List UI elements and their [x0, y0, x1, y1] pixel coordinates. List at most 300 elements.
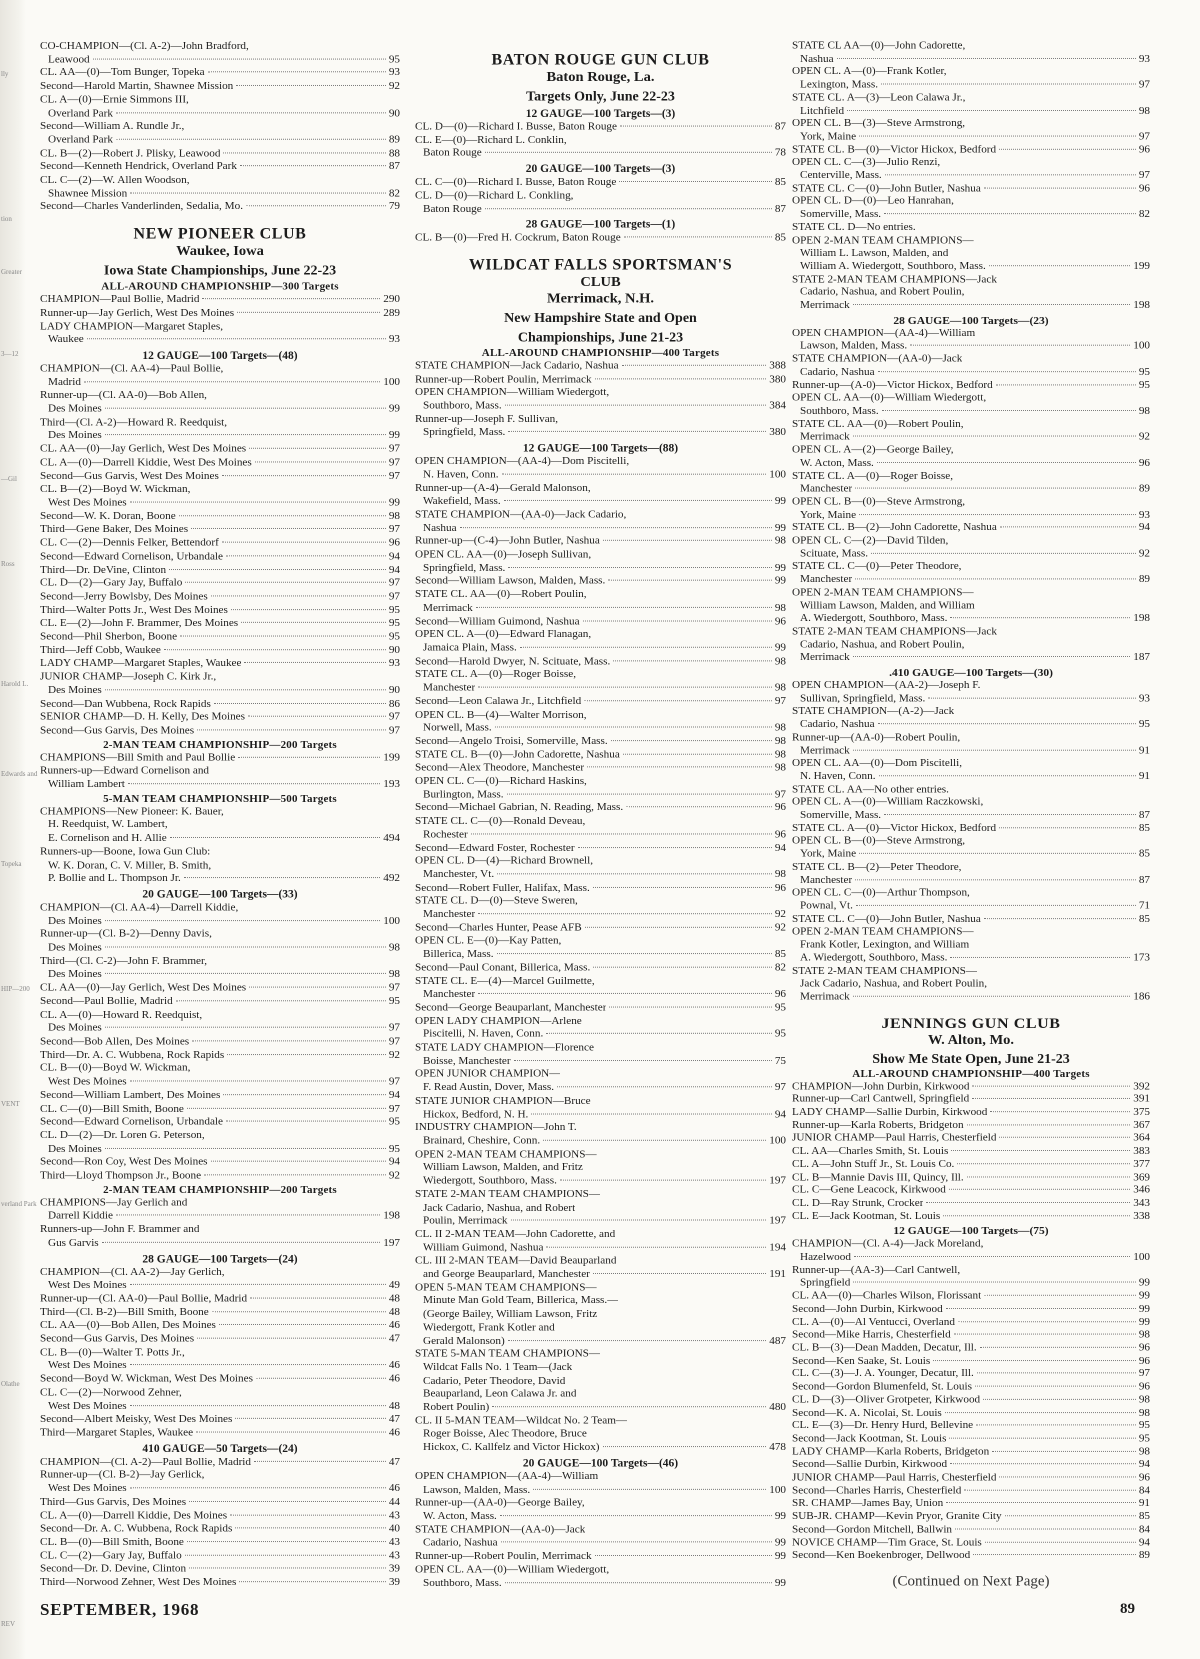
score: 96 [1138, 143, 1150, 156]
result-line [40, 901, 400, 914]
result-line [792, 561, 1150, 574]
result-line [792, 379, 1150, 392]
dot-leader [176, 1000, 386, 1001]
result-text: Runner-up—Karla Roberts, Bridgeton [792, 1119, 964, 1131]
result-line [415, 735, 786, 748]
result-line [415, 426, 786, 439]
result-text: Runner-up—(AA-3)—Carl Cantwell, [792, 1264, 961, 1276]
dot-leader [478, 687, 772, 688]
result-text: Second—Edward Foster, Rochester [415, 841, 575, 854]
result-line [792, 652, 1150, 665]
result-text: Second—Phil Sherbon, Boone [40, 630, 178, 643]
result-line [415, 1470, 786, 1483]
score: 100 [383, 376, 400, 388]
result-line [40, 456, 400, 469]
facing-page-fragment: Ross [1, 560, 15, 568]
championship-heading: ALL-AROUND CHAMPIONSHIP—400 Targets [852, 1068, 1090, 1080]
dot-leader [184, 877, 380, 878]
result-text: Jamaica Plain, Mass. [423, 641, 517, 654]
dot-leader [231, 609, 386, 610]
result-text: Southboro, Mass. [800, 405, 879, 417]
result-text: OPEN LADY CHAMPION—Arlene [415, 1014, 582, 1027]
dot-leader [185, 1554, 386, 1555]
result-line [415, 469, 786, 482]
dot-leader [853, 656, 1131, 657]
result-line [415, 1415, 786, 1428]
result-text: OPEN CL. B—(4)—Walter Morrison, [415, 708, 587, 721]
result-text: CL. A—(0)—Darrell Kiddie, West Des Moines [40, 456, 252, 469]
result-text: Second—Sallie Durbin, Kirkwood [792, 1458, 948, 1471]
score: 95 [388, 603, 400, 616]
score: 46 [388, 1359, 400, 1372]
result-text: CL. AA—(0)—Tom Bunger, Topeka [40, 66, 205, 79]
dot-leader [879, 775, 1136, 776]
score: 97 [388, 523, 400, 536]
result-line [40, 550, 400, 563]
result-text: Jack Cadario, Nashua, and Robert [423, 1201, 576, 1214]
result-line [40, 201, 400, 214]
score: 98 [774, 761, 786, 774]
result-text: CL. AA—(0)—Jay Gerlich, West Des Moines [40, 981, 247, 994]
score: 96 [1138, 1471, 1150, 1484]
result-line [415, 134, 786, 147]
dot-leader [946, 1308, 1136, 1309]
dot-leader [626, 807, 772, 808]
result-text: OPEN CL. A—(2)—George Bailey, [792, 444, 954, 456]
result-text: Pownal, Vt. [800, 900, 853, 912]
result-line [792, 1459, 1150, 1472]
result-text: CL. AA—(0)—Bob Allen, Des Moines [40, 1319, 216, 1332]
result-line [792, 1446, 1150, 1459]
result-line [792, 1433, 1150, 1446]
result-line [792, 79, 1150, 92]
result-line [792, 1119, 1150, 1132]
binding-gutter [0, 0, 38, 1659]
result-line [792, 600, 1150, 613]
result-line [792, 1537, 1150, 1550]
result-line [792, 273, 1150, 286]
score: 71 [1138, 900, 1150, 912]
gauge-heading: 20 GAUGE—100 Targets—(46) [522, 1457, 679, 1470]
result-text: Hickox, Bedford, N. H. [423, 1108, 529, 1120]
dot-leader [495, 727, 772, 728]
result-line [415, 1175, 786, 1188]
result-line [792, 209, 1150, 222]
result-line [40, 80, 400, 93]
result-line [792, 822, 1150, 835]
score: 198 [1133, 299, 1150, 311]
result-text: Baton Rouge [423, 202, 482, 215]
result-line [792, 235, 1150, 248]
score: 47 [388, 1455, 400, 1468]
result-text: CL. D—(0)—Richard I. Busse, Baton Rouge [415, 120, 617, 133]
result-text: CO-CHAMPION—(Cl. A-2)—John Bradford, [40, 40, 249, 52]
result-line [40, 577, 400, 590]
dot-leader [236, 85, 386, 86]
dot-leader [945, 1412, 1136, 1413]
result-line [40, 684, 400, 697]
result-line [415, 549, 786, 562]
dot-leader [560, 1180, 766, 1181]
result-text: Boisse, Manchester [423, 1054, 511, 1067]
result-line [40, 1009, 400, 1022]
score: 99 [1138, 1277, 1150, 1289]
dot-leader [235, 1418, 385, 1419]
dot-leader [105, 920, 380, 921]
dot-leader [853, 996, 1131, 997]
result-line [792, 431, 1150, 444]
result-line [415, 908, 786, 921]
dot-leader [992, 1451, 1136, 1452]
result-line [792, 587, 1150, 600]
result-text: JUNIOR CHAMP—Paul Harris, Chesterfield [792, 1471, 997, 1484]
result-line [40, 1523, 400, 1536]
result-line [415, 762, 786, 775]
dot-leader [244, 662, 385, 663]
result-line [415, 842, 786, 855]
score: 47 [388, 1332, 400, 1345]
dot-leader [130, 192, 386, 193]
result-line [415, 1202, 786, 1215]
score: 197 [769, 1174, 786, 1187]
result-text: Runners-up—Edward Cornelison and [40, 764, 210, 777]
result-line [40, 872, 400, 885]
dot-leader [105, 947, 386, 948]
score: 100 [769, 468, 786, 481]
result-text: LADY CHAMP—Sallie Durbin, Kirkwood [792, 1106, 988, 1118]
result-line [792, 222, 1150, 235]
result-line [792, 522, 1150, 535]
dot-leader [976, 1425, 1136, 1426]
result-line [40, 403, 400, 416]
result-line [792, 626, 1150, 639]
result-line [415, 642, 786, 655]
result-text: OPEN 2-MAN TEAM CHAMPIONS— [792, 926, 974, 938]
result-text: CL. B—(2)—Robert J. Plisky, Leawood [40, 147, 221, 159]
score: 88 [388, 147, 400, 159]
dot-leader [543, 1140, 766, 1141]
result-text: OPEN CL. A—(0)—Frank Kotler, [792, 65, 947, 78]
result-line [792, 1511, 1150, 1524]
result-text: OPEN CL. C—(0)—Arthur Thompson, [792, 887, 970, 899]
result-line [415, 1577, 786, 1590]
result-text: STATE LADY CHAMPION—Florence [415, 1041, 594, 1054]
result-line [40, 174, 400, 187]
score: 95 [1138, 718, 1150, 731]
result-line [40, 1386, 400, 1399]
result-text: Springfield, Mass. [423, 426, 506, 439]
result-text: OPEN 2-MAN TEAM CHAMPIONS— [792, 234, 974, 246]
result-text: William L. Lawson, Malden, and [800, 247, 949, 259]
result-line [415, 655, 786, 668]
result-text: Second—Dan Wubbena, Rock Rapids [40, 697, 211, 710]
event-title: Championships, June 21-23 [517, 330, 684, 346]
result-line [40, 376, 400, 389]
dot-leader [933, 1360, 1136, 1361]
result-line [40, 470, 400, 483]
result-text: Des Moines [48, 941, 102, 954]
facing-page-fragment: tion [1, 215, 12, 223]
result-line [40, 631, 400, 644]
score: 98 [1138, 405, 1150, 417]
result-text: STATE CHAMPION—(AA-0)—Jack [792, 353, 963, 365]
result-line [415, 147, 786, 160]
result-text: Nashua [423, 521, 457, 534]
club-name: NEW PIONEER CLUB [133, 225, 307, 243]
score: 187 [1133, 651, 1150, 663]
dot-leader [950, 617, 1130, 618]
result-line [40, 1576, 400, 1589]
gauge-heading: 12 GAUGE—100 Targets—(88) [522, 442, 679, 455]
result-line [415, 1108, 786, 1121]
result-text: STATE CL. A—(0)—Roger Boisse, [792, 470, 954, 482]
result-text: William Lawson, Malden, and William [800, 599, 975, 612]
result-line [40, 1319, 400, 1332]
column-right [792, 40, 1150, 1590]
result-line [40, 1143, 400, 1156]
result-text: CL. C—(2)—Norwood Zehner, [40, 1386, 182, 1399]
result-text: William A. Wiedergott, Southboro, Mass. [800, 260, 986, 272]
result-line [792, 706, 1150, 719]
result-line [40, 617, 400, 630]
score: 97 [1138, 130, 1150, 143]
score: 82 [388, 187, 400, 200]
score: 40 [388, 1522, 400, 1535]
result-text: Merrimack [800, 744, 850, 756]
result-text: CL. II 5-MAN TEAM—Wildcat No. 2 Team— [415, 1414, 628, 1427]
score: 85 [774, 231, 786, 244]
continued-note: (Continued on Next Page) [892, 1573, 1050, 1590]
dot-leader [595, 1555, 772, 1556]
result-text: Second—Edward Cornelison, Urbandale [40, 550, 223, 562]
dot-leader [583, 620, 772, 621]
result-text: Second—Leon Calawa Jr., Litchfield [415, 695, 582, 707]
score: 84 [1138, 1484, 1150, 1497]
result-text: NOVICE CHAMP—Tim Grace, St. Louis [792, 1536, 982, 1548]
result-text: Baton Rouge [423, 147, 482, 160]
result-line [40, 1536, 400, 1549]
result-text: Gerald Malonson) [423, 1334, 505, 1347]
result-text: Manchester [800, 573, 853, 586]
result-text: Cadario, Nashua, and Robert Poulin, [800, 286, 965, 298]
result-text: CL. E—Jack Kootman, St. Louis [792, 1210, 941, 1222]
dot-leader [511, 1220, 767, 1221]
score: 43 [388, 1509, 400, 1522]
dot-leader [169, 569, 386, 570]
score: 193 [383, 778, 400, 791]
dot-leader [967, 1176, 1131, 1177]
result-text: Runner-up—(Cl. AA-0)—Bob Allen, [40, 389, 207, 402]
result-line [40, 1509, 400, 1522]
result-line [40, 1076, 400, 1089]
score: 198 [383, 1209, 400, 1222]
result-line [792, 1238, 1150, 1251]
result-line [40, 307, 400, 320]
result-text: CL. III 2-MAN TEAM—David Beauparland [415, 1254, 617, 1267]
dot-leader [984, 918, 1136, 919]
result-line [40, 819, 400, 832]
dot-leader [105, 689, 386, 690]
score: 95 [388, 1142, 400, 1155]
facing-page-fragment: 3—12 [1, 350, 19, 358]
result-line [792, 693, 1150, 706]
score: 99 [388, 402, 400, 415]
result-line [792, 40, 1150, 53]
score: 92 [1138, 431, 1150, 443]
result-text: Second—Gus Garvis, Des Moines [40, 724, 195, 737]
result-text: CHAMPION—John Durbin, Kirkwood [792, 1080, 970, 1092]
score: 94 [388, 550, 400, 562]
dot-leader [949, 1189, 1130, 1190]
result-line [40, 94, 400, 107]
result-line [792, 327, 1150, 340]
result-text: Second—Kenneth Hendrick, Overland Park [40, 160, 237, 173]
result-text: OPEN CL. AA—(0)—William Wiedergott, [415, 1563, 610, 1576]
result-text: Second—William Lambert, Des Moines [40, 1089, 221, 1101]
result-line [40, 1360, 400, 1373]
result-line [40, 590, 400, 603]
page-number: 89 [1120, 1601, 1135, 1617]
result-text: Third—Walter Potts Jr., West Des Moines [40, 603, 228, 616]
score: 99 [388, 429, 400, 442]
score: 43 [388, 1549, 400, 1562]
result-text: CL. A—(0)—Howard R. Reedquist, [40, 1008, 203, 1021]
dot-leader [130, 1081, 386, 1082]
result-text: Second—Ken Saake, St. Louis [792, 1355, 931, 1367]
score: 94 [774, 841, 786, 854]
result-line [415, 1162, 786, 1175]
score: 96 [1138, 182, 1150, 194]
dot-leader [973, 1554, 1136, 1555]
result-text: Cadario, Nashua [423, 1536, 498, 1549]
score: 98 [774, 735, 786, 747]
dot-leader [943, 1215, 1130, 1216]
result-text: Gus Garvis [48, 1236, 99, 1249]
result-text: Overland Park [48, 107, 113, 119]
result-text: Poulin, Merrimack [423, 1214, 508, 1227]
result-text: Lexington, Mass. [800, 78, 878, 91]
result-line [792, 1381, 1150, 1394]
score: 89 [1138, 483, 1150, 495]
score: 95 [388, 1115, 400, 1128]
result-text: CL. A—(0)—Darrell Kiddie, Des Moines [40, 1509, 228, 1522]
result-text: STATE CHAMPION—(AA-0)—Jack Cadario, [415, 508, 627, 521]
dot-leader [116, 139, 386, 140]
result-text: CL. B—(0)—Walter T. Potts Jr., [40, 1346, 185, 1358]
score: 78 [774, 147, 786, 160]
dot-leader [192, 1040, 386, 1041]
score: 95 [388, 617, 400, 630]
result-line [792, 926, 1150, 939]
dot-leader [248, 716, 386, 717]
result-line [40, 1373, 400, 1386]
result-line [792, 1145, 1150, 1158]
result-text: OPEN CHAMPION—(AA-4)—William [792, 327, 976, 339]
dot-leader [624, 237, 772, 238]
score: 97 [774, 788, 786, 801]
dot-leader [593, 967, 772, 968]
result-text: Second—Paul Bollie, Madrid [40, 995, 173, 1008]
result-line [40, 40, 400, 53]
result-text: York, Maine [800, 848, 857, 860]
score: 97 [388, 724, 400, 737]
dot-leader [497, 953, 772, 954]
score: 98 [388, 510, 400, 522]
score: 44 [388, 1495, 400, 1508]
result-line [415, 1281, 786, 1294]
dot-leader [949, 1438, 1135, 1439]
result-text: CL. D—(2)—Dr. Loren G. Peterson, [40, 1129, 205, 1142]
result-text: Second—W. K. Doran, Boone [40, 510, 176, 522]
dot-leader [926, 1202, 1130, 1203]
score: 95 [1138, 1419, 1150, 1432]
dot-leader [999, 148, 1136, 149]
dot-leader [983, 1399, 1136, 1400]
dot-leader [609, 1007, 771, 1008]
result-text: Manchester [800, 483, 853, 495]
dot-leader [546, 1246, 766, 1247]
result-line [792, 496, 1150, 509]
dot-leader [855, 879, 1136, 880]
result-line [792, 418, 1150, 431]
result-text: STATE CL. A—(0)—Roger Boisse, [415, 668, 577, 681]
result-line [40, 1049, 400, 1062]
dot-leader [249, 448, 386, 449]
dot-leader [593, 887, 772, 888]
dot-leader [603, 540, 772, 541]
result-text: York, Maine [800, 508, 857, 521]
score: 91 [1138, 1497, 1150, 1510]
result-line [415, 1524, 786, 1537]
result-text: OPEN CL. C—(2)—David Tilden, [792, 534, 949, 547]
dot-leader [847, 110, 1136, 111]
result-text: Second—Jerry Bowlsby, Des Moines [40, 590, 208, 603]
result-text: A. Wiedergott, Southboro, Mass. [800, 952, 948, 964]
result-line [415, 629, 786, 642]
dot-leader [855, 579, 1136, 580]
result-text: OPEN CL. E—(0)—Kay Patten, [415, 935, 562, 947]
result-line [792, 144, 1150, 157]
result-text: SR. CHAMP—James Bay, Union [792, 1497, 944, 1510]
result-text: Second—Harold Martin, Shawnee Mission [40, 80, 234, 92]
score: 186 [1133, 990, 1150, 1003]
result-line [415, 1375, 786, 1388]
result-line [792, 105, 1150, 118]
result-line [415, 1388, 786, 1401]
dot-leader [878, 371, 1136, 372]
score: 99 [1138, 1290, 1150, 1302]
result-text: CL. C—(2)—Dennis Felker, Bettendorf [40, 536, 219, 549]
result-line [415, 495, 786, 508]
result-line [415, 1295, 786, 1308]
result-line [40, 430, 400, 443]
dot-leader [179, 515, 386, 516]
result-text: OPEN CL. A—(0)—Edward Flanagan, [415, 628, 592, 641]
score: 87 [388, 160, 400, 173]
result-text: CL. AA—(0)—Jay Gerlich, West Des Moines [40, 443, 247, 455]
result-line [40, 1022, 400, 1035]
result-text: CL. B—(2)—Boyd W. Wickman, [40, 483, 191, 495]
result-text: Southboro, Mass. [423, 399, 502, 412]
result-text: CL. B—(0)—Bill Smith, Boone [40, 1536, 184, 1548]
result-text: STATE CL. D—No entries. [792, 221, 916, 233]
result-line [415, 1068, 786, 1081]
result-line [40, 107, 400, 120]
score: 99 [774, 521, 786, 534]
dot-leader [185, 582, 386, 583]
score: 95 [388, 995, 400, 1008]
result-text: Scituate, Mass. [800, 547, 869, 560]
